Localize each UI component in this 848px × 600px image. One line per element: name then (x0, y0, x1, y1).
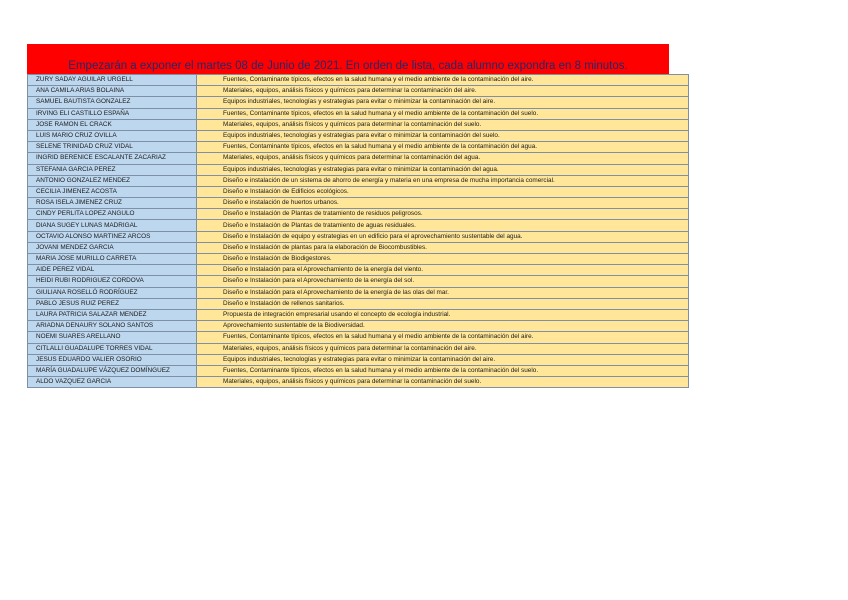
table-row (28, 231, 689, 242)
table-row (28, 97, 689, 108)
topic-cell[interactable]: Diseño e Instalación de rellenos sanitarios. (197, 298, 689, 309)
student-name-cell[interactable]: ANA CAMILA ARIAS BOLAINA (28, 86, 197, 97)
student-name-cell[interactable]: CECILIA JIMENEZ ACOSTA (28, 186, 197, 197)
student-name-cell[interactable]: JOVANI MENDEZ GARCIA (28, 242, 197, 253)
table-row (28, 242, 689, 253)
topic-cell[interactable]: Equipos industriales, tecnologías y estrategias para evitar o minimizar la contaminación del suelo. (197, 130, 689, 141)
student-name-cell[interactable]: MARÍA GUADALUPE VÁZQUEZ DOMÍNGUEZ (28, 365, 197, 376)
table-row (28, 130, 689, 141)
table-row (28, 86, 689, 97)
student-name-cell[interactable]: OCTAVIO ALONSO MARTINEZ ARCOS (28, 231, 197, 242)
topic-cell[interactable]: Diseño e Instalación de equipo y estrategias en un edificio para el aprovechamiento sustentable del agua. (197, 231, 689, 242)
topic-cell[interactable]: Diseño e Instalación para el Aprovechamiento de la energía del viento. (197, 265, 689, 276)
topic-cell[interactable]: Fuentes, Contaminante típicos, efectos en la salud humana y el medio ambiente de la contaminación del suelo. (197, 365, 689, 376)
student-name-cell[interactable]: HEIDI RUBI RODRIGUEZ CORDOVA (28, 276, 197, 287)
table-row (28, 153, 689, 164)
topic-cell[interactable]: Diseño e Instalación para el Aprovechamiento de la energía del sol. (197, 276, 689, 287)
topic-cell[interactable]: Equipos industriales, tecnologías y estrategias para evitar o minimizar la contaminación del aire. (197, 97, 689, 108)
table-row (28, 321, 689, 332)
topic-cell[interactable]: Fuentes, Contaminante típicos, efectos en la salud humana y el medio ambiente de la contaminación del suelo. (197, 108, 689, 119)
table-row (28, 332, 689, 343)
student-name-cell[interactable]: JOSE RAMON EL CRACK (28, 119, 197, 130)
table-row (28, 309, 689, 320)
table-row (28, 254, 689, 265)
topic-cell[interactable]: Diseño e instalación de huertos urbanos. (197, 198, 689, 209)
student-name-cell[interactable]: ROSA ISELA JIMENEZ CRUZ (28, 198, 197, 209)
student-name-cell[interactable]: ALDO VAZQUEZ GARCIA (28, 377, 197, 388)
table-row (28, 108, 689, 119)
banner-text: Empezarán a exponer el martes 08 de Junio de 2021. En orden de lista, cada alumno expondra en 8 minutos. (68, 60, 628, 72)
topic-cell[interactable]: Materiales, equipos, análisis físicos y químicos para determinar la contaminación del suelo. (197, 119, 689, 130)
student-topic-table (27, 74, 689, 388)
table-row (28, 365, 689, 376)
student-name-cell[interactable]: LUIS MARIO CRUZ OVILLA (28, 130, 197, 141)
student-name-cell[interactable]: ZURY SADAY AGUILAR URGELL (28, 75, 197, 86)
topic-cell[interactable]: Diseño e Instalación de Biodigestores. (197, 254, 689, 265)
topic-cell[interactable]: Diseño e Instalación de Plantas de tratamiento de residuos peligrosos. (197, 209, 689, 220)
student-name-cell[interactable]: SAMUEL BAUTISTA GONZALEZ (28, 97, 197, 108)
topic-cell[interactable]: Materiales, equipos, análisis físicos y químicos para determinar la contaminación del aire. (197, 343, 689, 354)
table-row (28, 119, 689, 130)
table-row (28, 343, 689, 354)
topic-cell[interactable]: Materiales, equipos, análisis físicos y químicos para determinar la contaminación del aire. (197, 86, 689, 97)
table-row (28, 186, 689, 197)
student-name-cell[interactable]: MARIA JOSE MURILLO CARRETA (28, 254, 197, 265)
spreadsheet (27, 44, 669, 388)
topic-cell[interactable]: Propuesta de integración empresarial usando el concepto de ecología industrial. (197, 309, 689, 320)
table-row (28, 142, 689, 153)
topic-cell[interactable]: Equipos industriales, tecnologías y estrategias para evitar o minimizar la contaminación del aire. (197, 354, 689, 365)
table-row (28, 287, 689, 298)
table-row (28, 298, 689, 309)
topic-cell[interactable]: Materiales, equipos, análisis físicos y químicos para determinar la contaminación del agua. (197, 153, 689, 164)
table-row (28, 209, 689, 220)
student-name-cell[interactable]: AIDE PEREZ VIDAL (28, 265, 197, 276)
student-name-cell[interactable]: DIANA SUGEY LUNAS MADRIGAL (28, 220, 197, 231)
topic-cell[interactable]: Materiales, equipos, análisis físicos y químicos para determinar la contaminación del suelo. (197, 377, 689, 388)
student-name-cell[interactable]: JESUS EDUARDO VALIER OSORIO (28, 354, 197, 365)
student-name-cell[interactable]: GIULIANA ROSELLÓ RODRÍGUEZ (28, 287, 197, 298)
table-row (28, 276, 689, 287)
student-name-cell[interactable]: CITLALLI GUADALUPE TORRES VIDAL (28, 343, 197, 354)
topic-cell[interactable]: Fuentes, Contaminante típicos, efectos en la salud humana y el medio ambiente de la contaminación del aire. (197, 75, 689, 86)
topic-cell[interactable]: Diseño e Instalación de Plantas de tratamiento de aguas residuales. (197, 220, 689, 231)
topic-cell[interactable]: Diseño e Instalación de Edificios ecológicos. (197, 186, 689, 197)
table-body (28, 75, 689, 388)
table-row (28, 354, 689, 365)
table-row (28, 75, 689, 86)
table-row (28, 164, 689, 175)
topic-cell[interactable]: Diseño e Instalación para el Aprovechamiento de la energía de las olas del mar. (197, 287, 689, 298)
table-row (28, 198, 689, 209)
table-row (28, 220, 689, 231)
student-name-cell[interactable]: INGRID BERENICE ESCALANTE ZACARIAZ (28, 153, 197, 164)
student-name-cell[interactable]: IRVING ELI CASTILLO ESPAÑA (28, 108, 197, 119)
student-name-cell[interactable]: NOEMI SUARES ARELLANO (28, 332, 197, 343)
student-name-cell[interactable]: STEFANIA GARCIA PEREZ (28, 164, 197, 175)
topic-cell[interactable]: Equipos industriales, tecnologías y estrategias para evitar o minimizar la contaminación del agua. (197, 164, 689, 175)
table-row (28, 265, 689, 276)
student-name-cell[interactable]: ANTONIO GONZALEZ MENDEZ (28, 175, 197, 186)
topic-cell[interactable]: Aprovechamiento sustentable de la Biodiversidad. (197, 321, 689, 332)
header-banner (27, 44, 669, 74)
topic-cell[interactable]: Diseño e Instalación de plantas para la elaboración de Biocombustibles. (197, 242, 689, 253)
topic-cell[interactable]: Diseño e instalación de un sistema de ahorro de energía y materia en una empresa de mucha importancia comercial. (197, 175, 689, 186)
topic-cell[interactable]: Fuentes, Contaminante típicos, efectos en la salud humana y el medio ambiente de la contaminación del aire. (197, 332, 689, 343)
student-name-cell[interactable]: SELENE TRINIDAD CRUZ VIDAL (28, 142, 197, 153)
student-name-cell[interactable]: CINDY PERLITA LOPEZ ANGULO (28, 209, 197, 220)
student-name-cell[interactable]: ARIADNA DENAURY SOLANO SANTOS (28, 321, 197, 332)
topic-cell[interactable]: Fuentes, Contaminante típicos, efectos en la salud humana y el medio ambiente de la contaminación del agua. (197, 142, 689, 153)
student-name-cell[interactable]: PABLO JESUS RUIZ PEREZ (28, 298, 197, 309)
table-row (28, 175, 689, 186)
table-row (28, 377, 689, 388)
student-name-cell[interactable]: LAURA PATRICIA SALAZAR MENDEZ (28, 309, 197, 320)
